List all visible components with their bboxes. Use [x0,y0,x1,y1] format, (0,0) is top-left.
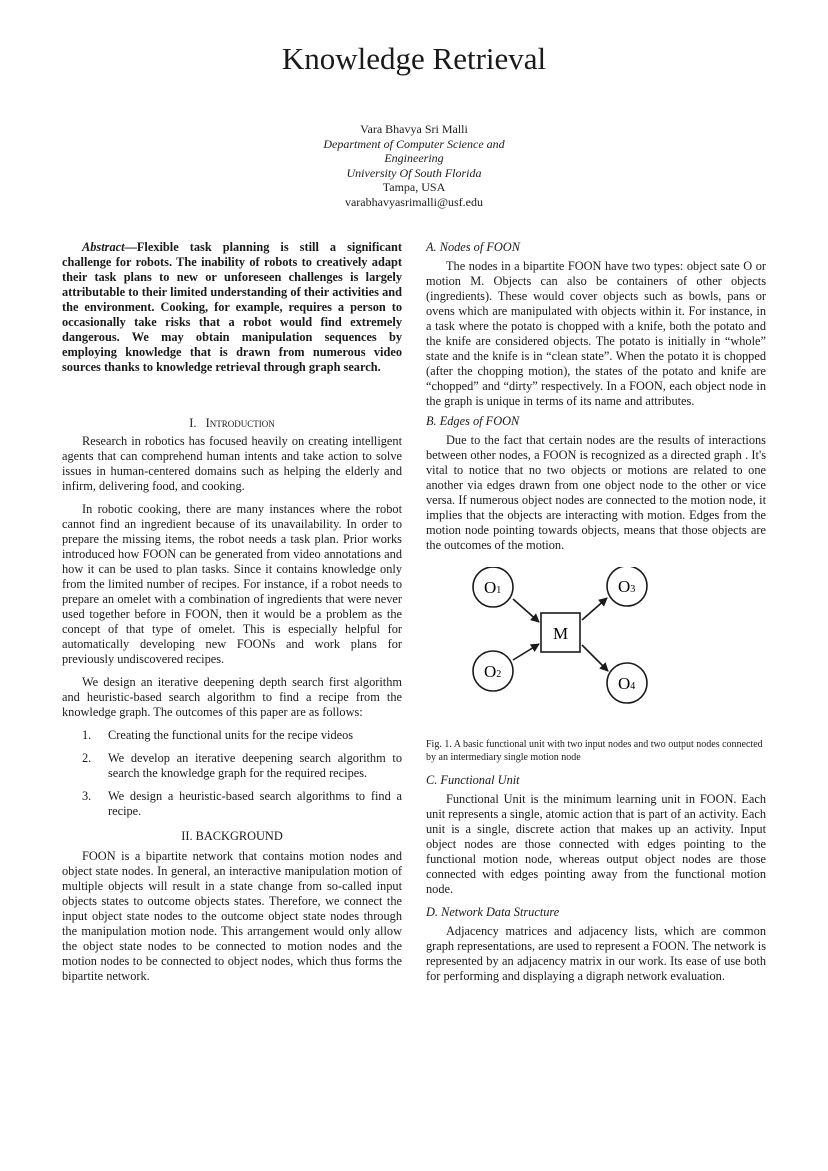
subsection-heading-nodes: A. Nodes of FOON [426,240,520,254]
edge-m-o3 [582,598,607,620]
edge-o2-m [513,644,539,660]
abstract-text: —Flexible task planning is still a significant challenge for robots. The inability of robots to creatively adapt their task plans to new or unforeseen challenges is largely attributable to their limited understanding of their activities and the environment. Cooking, for example, requires a person to occasionally take risks that a robot would find extremely dangerous. We may obtain manipulation sequences by employing knowledge that is drawn from numerous video sources thanks to knowledge retrieval through graph search. [62,240,402,374]
node-label-m: M [552,624,569,643]
intro-paragraph-1: Research in robotics has focused heavily on creating intelligent agents that can comprehend human intents and take action to solve issues in human-centered domains such as helping the elderly and infirm, delivering food, and cooking. [62,434,402,493]
abstract [62,240,402,375]
right-column [426,240,766,984]
edge-o1-m [513,599,539,622]
author-name: Vara Bhavya Sri Malli [360,122,468,136]
author-department: Department of Computer Science and [323,136,505,151]
list-item: 2. We develop an iterative deepening search algorithm to search the knowledge graph for the required recipes. [82,751,402,780]
section-heading-introduction [62,416,402,431]
intro-paragraph-2: In robotic cooking, there are many instances where the robot cannot find an ingredient because of its unavailability. In order to prepare the missing items, the robot needs a task plan. Prior works introduced how FOON can be generated from video annotations and how it can be used to plan tasks. Since it contains knowledge only from the limited number of recipes. For instance, if a robot needs to prepare an omelet with a combination of ingredients that were never used together before in FOON, then it would be a problem as the concept of that type of omelet. This is especially helpful for automatically developing new FOONs and work plans for previously undiscovered recipes. [62,502,402,666]
node-label-o3: O3 [618,577,636,596]
background-paragraph: FOON is a bipartite network that contains motion nodes and object state nodes. In general, an interactive manipulation motion of multiple objects will result in a state change from so-called input objects states to outcome objects states. Therefore, we connect the input object state nodes to the outcome object state nodes through the manipulation motion node. This arrangement would only allow the object state nodes to be connected to motion nodes and the motion nodes to be connected to object nodes, which thus forms the bipartite network. [62,849,402,983]
list-item: 3. We design a heuristic-based search algorithms to find a recipe. [82,789,402,818]
author-block [300,122,528,209]
figure-caption: Fig. 1. A basic functional unit with two input nodes and two output nodes connected by an intermediary single motion node [426,739,763,763]
author-department-cont: Engineering [384,151,444,165]
figure-functional-unit [426,567,766,717]
nodes-paragraph: The nodes in a bipartite FOON have two types: object sate O or motion M. Objects can also be containers of other objects (ingredients). These would cover objects such as bowls, pans or ovens which are manipulated with objects within it. For instance, in a task where the potato is chopped with a knife, both the potato and the knife are considered objects. The potato is initially in “whole” state and the knife is in “clean state”. When the potato it is chopped (after the chopping motion), the states of the potato and knife are “chopped” and “dirty” respectively. In a FOON, each object node in the graph is unique in terms of its name and attributes. [426,259,766,408]
author-university: University Of South Florida [346,165,482,180]
functional-unit-diagram [426,567,766,717]
network-paragraph: Adjacency matrices and adjacency lists, which are common graph representations, are used to represent a FOON. The network is represented by an adjacency matrix in our work. Its ease of use both for performing and displaying a digraph network evaluation. [426,924,766,983]
section-title: Introduction [205,416,275,430]
intro-paragraph-3: We design an iterative deepening depth search first algorithm and heuristic-based search algorithm to find a recipe from the knowledge graph. The outcomes of this paper are as follows: [62,675,402,719]
subsection-heading-functional-unit: C. Functional Unit [426,773,520,787]
node-label-o2: O2 [484,662,502,681]
abstract-label: Abstract [82,240,125,254]
functional-unit-paragraph: Functional Unit is the minimum learning unit in FOON. Each unit represents a single, atomic action that is part of an activity. Each unit is a single, discrete action that makes up an activity. Input object nodes are those connected with edges pointing to the functional motion node, whereas output object nodes are those connected with edges pointing away from the functional motion node. [426,792,766,896]
edges-paragraph: Due to the fact that certain nodes are the results of interactions between other nodes, a FOON is recognized as a directed graph . It's vital to notice that no two objects or motions are related to one another via edges drawn from one object node to the other or vice versa. If numerous object nodes are connected to the motion node, it implies that the objects are interacting with motion. Edges from the motion node pointing towards objects, means that those objects are the outcomes of the motion. [426,433,766,552]
list-item: 1. Creating the functional units for the recipe videos [82,728,354,742]
author-location: Tampa, USA [382,180,446,194]
subsection-heading-network: D. Network Data Structure [426,905,560,919]
section-number: I. [189,416,197,430]
paper-title: Knowledge Retrieval [281,41,547,76]
section-heading-background: II. BACKGROUND [181,829,283,843]
node-label-o4: O4 [618,674,636,693]
author-email: varabhavyasrimalli@usf.edu [344,194,483,209]
subsection-heading-edges: B. Edges of FOON [426,414,520,428]
contributions-list [62,728,402,819]
edge-m-o4 [582,645,608,671]
node-label-o1: O1 [484,578,502,597]
left-column [62,240,402,984]
